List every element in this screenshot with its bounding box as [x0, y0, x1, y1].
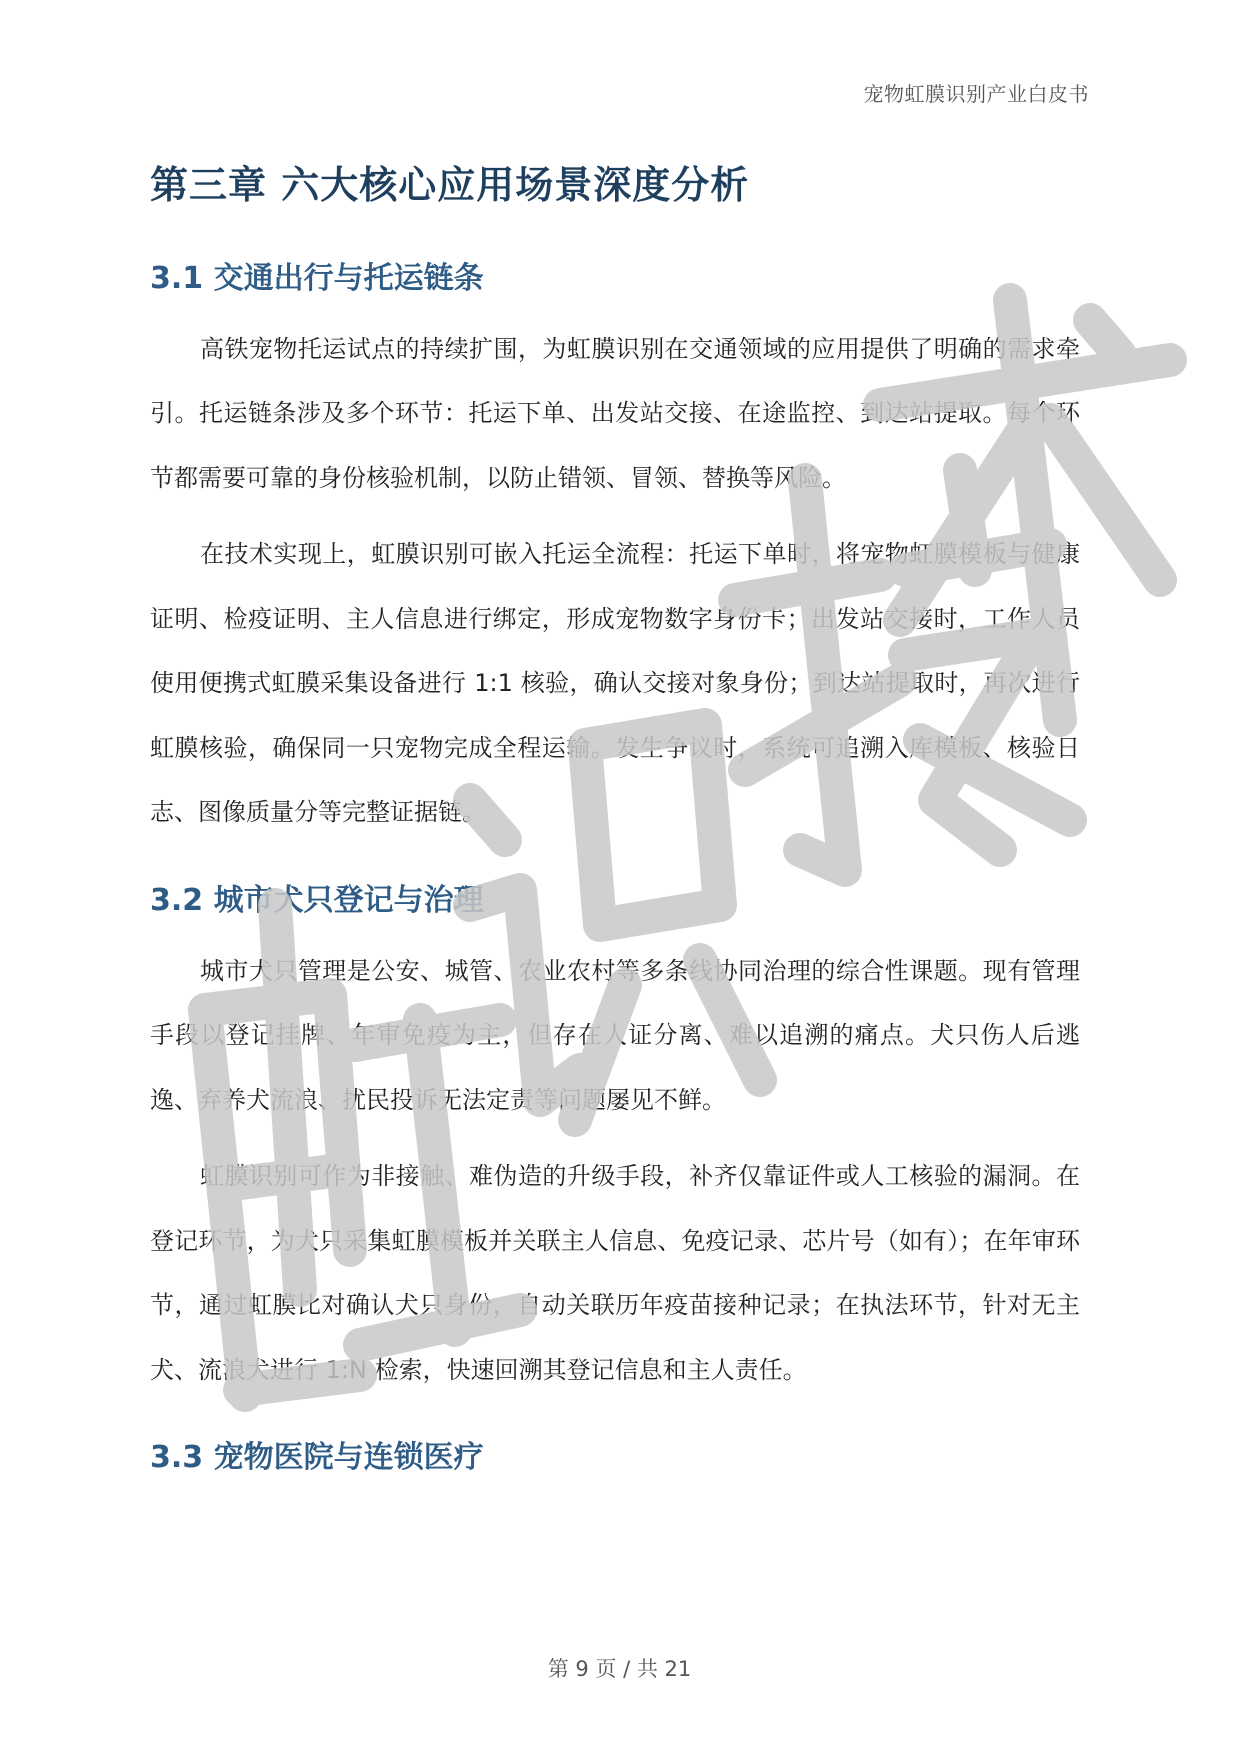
running-header: 宠物虹膜识别产业白皮书: [863, 82, 1089, 106]
paragraph: 虹膜识别可作为非接触、难伪造的升级手段，补齐仅靠证件或人工核验的漏洞。在登记环节，为犬只采集虹膜模板并关联主人信息、免疫记录、芯片号（如有）；在年审环节，通过虹膜比对确认犬只身份，自动关联历年疫苗接种记录；在执法环节，针对无主犬、流浪犬进行 1:N 检索，快速回溯其登记信息和主人责任。: [150, 1162, 1080, 1384]
chapter-title: 第三章 六大核心应用场景深度分析: [150, 163, 750, 207]
section-title: 3.1 交通出行与托运链条: [150, 260, 484, 296]
section-3-2: [150, 883, 1080, 1403]
paragraph: 城市犬只管理是公安、城管、农业农村等多条线协同治理的综合性课题。现有管理手段以登记挂牌、年审免疫为主，但存在人证分离、难以追溯的痛点。犬只伤人后逃逸、弃养犬流浪、扰民投诉无法定责等问题屡见不鲜。: [150, 956, 1080, 1114]
section-title: 3.2 城市犬只登记与治理: [150, 882, 484, 918]
section-title: 3.3 宠物医院与连锁医疗: [150, 1440, 484, 1476]
page-footer: 第 9 页 / 共 21: [547, 1657, 692, 1681]
paragraph: 在技术实现上，虹膜识别可嵌入托运全流程：托运下单时，将宠物虹膜模板与健康证明、检疫证明、主人信息进行绑定，形成宠物数字身份卡；出发站交接时，工作人员使用便携式虹膜采集设备进行 1:1 核验，确认交接对象身份；到达站提取时，再次进行虹膜核验，确保同一只宠物完成全程运输。发生争议时，系统可追溯入库模板、核验日志、图像质量分等完整证据链。: [150, 540, 1080, 827]
section-3-3: [150, 1440, 1080, 1476]
paragraph: 高铁宠物托运试点的持续扩围，为虹膜识别在交通领域的应用提供了明确的需求牵引。托运链条涉及多个环节：托运下单、出发站交接、在途监控、到达站提取。每个环节都需要可靠的身份核验机制，以防止错领、冒领、替换等风险。: [150, 334, 1080, 492]
page-content: [150, 148, 1080, 1514]
section-3-1: [150, 261, 1080, 845]
